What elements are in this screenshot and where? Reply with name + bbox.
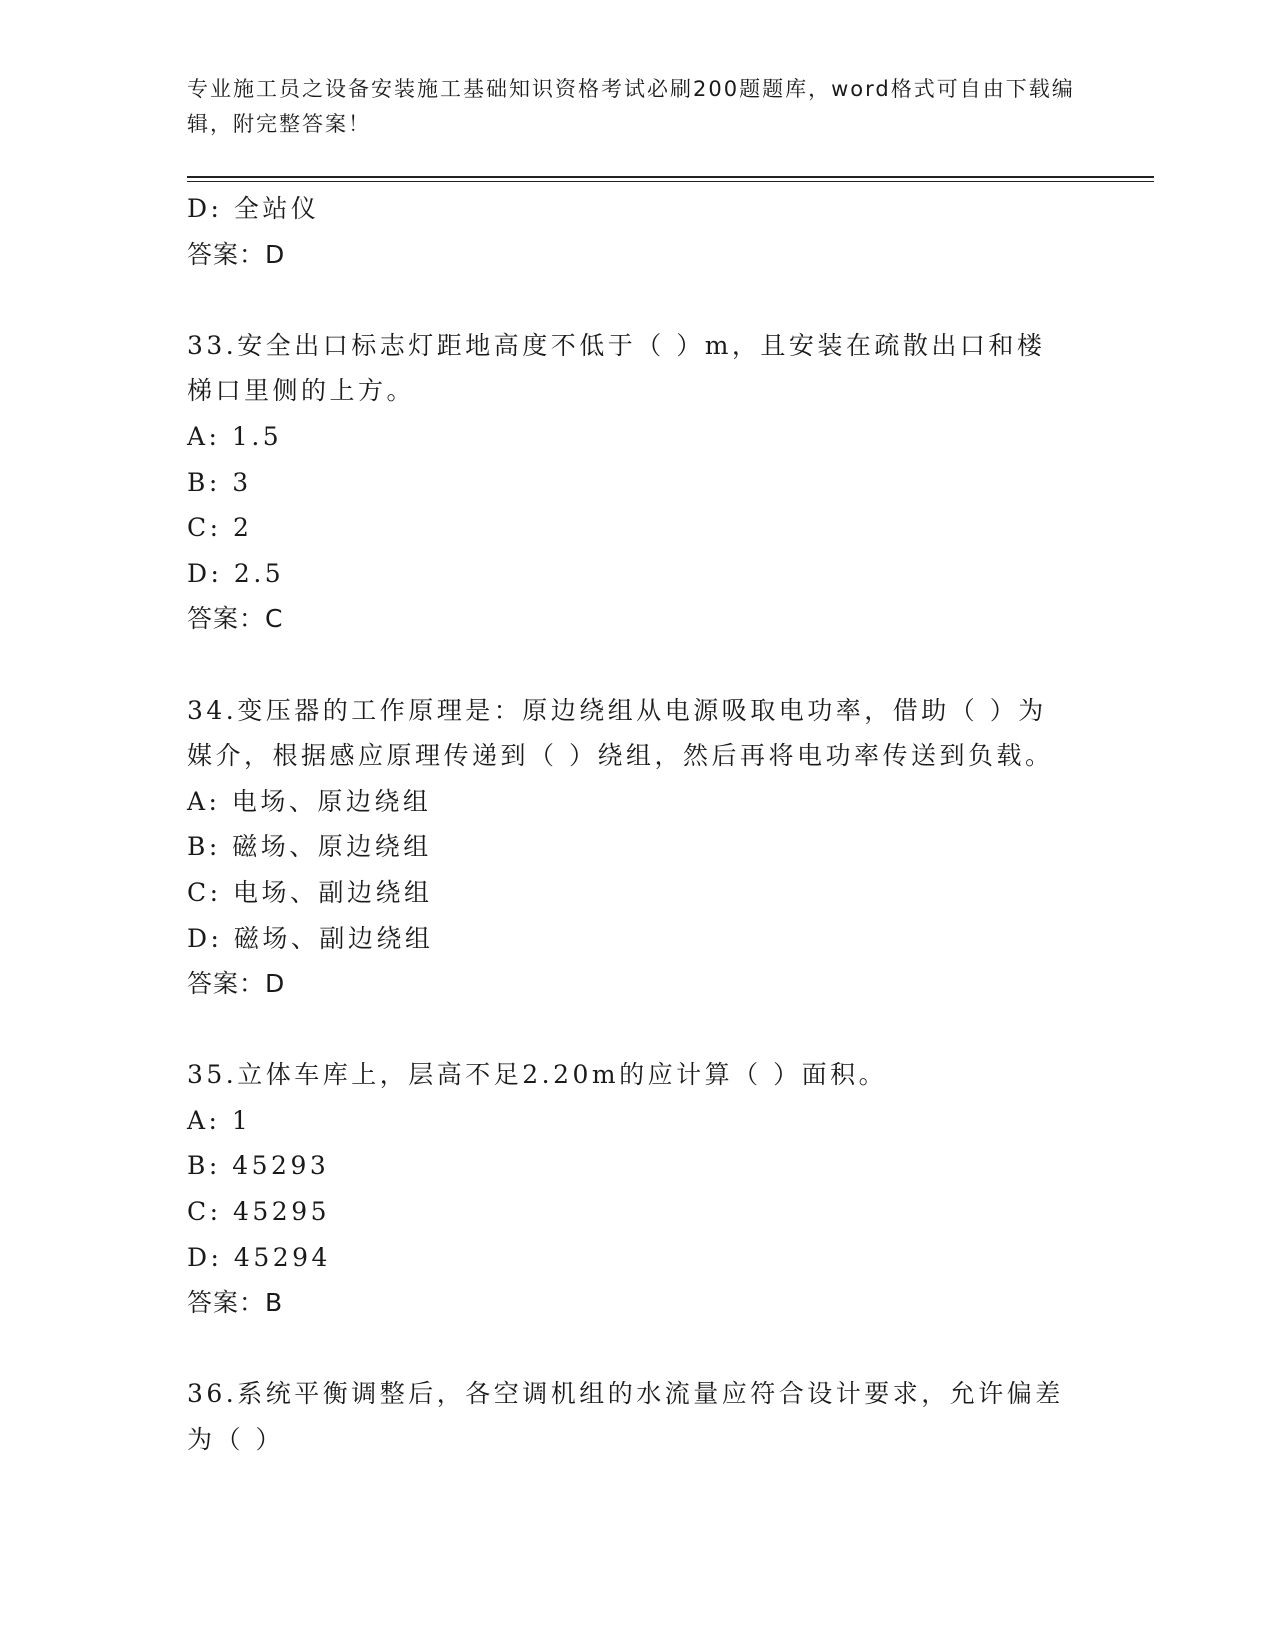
option-b: B: 3 — [187, 467, 252, 497]
option-d: D: 全站仪 — [187, 194, 320, 223]
option-a: A: 电场、原边绕组 — [187, 786, 432, 816]
question-35 — [187, 1052, 1087, 1326]
header-rule-thin — [187, 181, 1154, 182]
option-c: C: 2 — [187, 513, 253, 543]
option-a: A: 1.5 — [187, 421, 283, 451]
question-stem: 35.立体车库上，层高不足2.20m的应计算（ ）面积。 — [187, 1060, 888, 1090]
question-36 — [187, 1371, 1087, 1462]
question-32-continued — [187, 186, 1087, 277]
page-header: 专业施工员之设备安装施工基础知识资格考试必刷200题题库，word格式可自由下载编辑，附完整答案！ — [187, 77, 1075, 136]
option-d: D: 2.5 — [187, 558, 285, 588]
question-33 — [187, 323, 1087, 642]
option-b: B: 45293 — [187, 1151, 330, 1181]
answer: 答案：C — [187, 604, 284, 634]
question-list — [187, 186, 1087, 1463]
option-a: A: 1 — [187, 1105, 252, 1135]
option-d: D: 磁场、副边绕组 — [187, 923, 434, 953]
answer: 答案：D — [187, 239, 286, 269]
question-stem: 36.系统平衡调整后，各空调机组的水流量应符合设计要求，允许偏差为（ ） — [187, 1379, 1064, 1455]
option-c: C: 45295 — [187, 1197, 331, 1227]
option-c: C: 电场、副边绕组 — [187, 877, 433, 907]
option-b: B: 磁场、原边绕组 — [187, 832, 432, 862]
option-d: D: 45294 — [187, 1242, 331, 1272]
header-rule-thick — [187, 176, 1154, 178]
question-stem: 33.安全出口标志灯距地高度不低于（ ）m，且安装在疏散出口和楼梯口里侧的上方。 — [187, 330, 1046, 406]
question-34 — [187, 688, 1087, 1007]
question-stem: 34.变压器的工作原理是：原边绕组从电源吸取电功率，借助（ ）为媒介，根据感应原理传递到（ ）绕组，然后再将电功率传送到负载。 — [187, 695, 1054, 771]
answer: 答案：D — [187, 969, 286, 999]
answer: 答案：B — [187, 1288, 284, 1318]
